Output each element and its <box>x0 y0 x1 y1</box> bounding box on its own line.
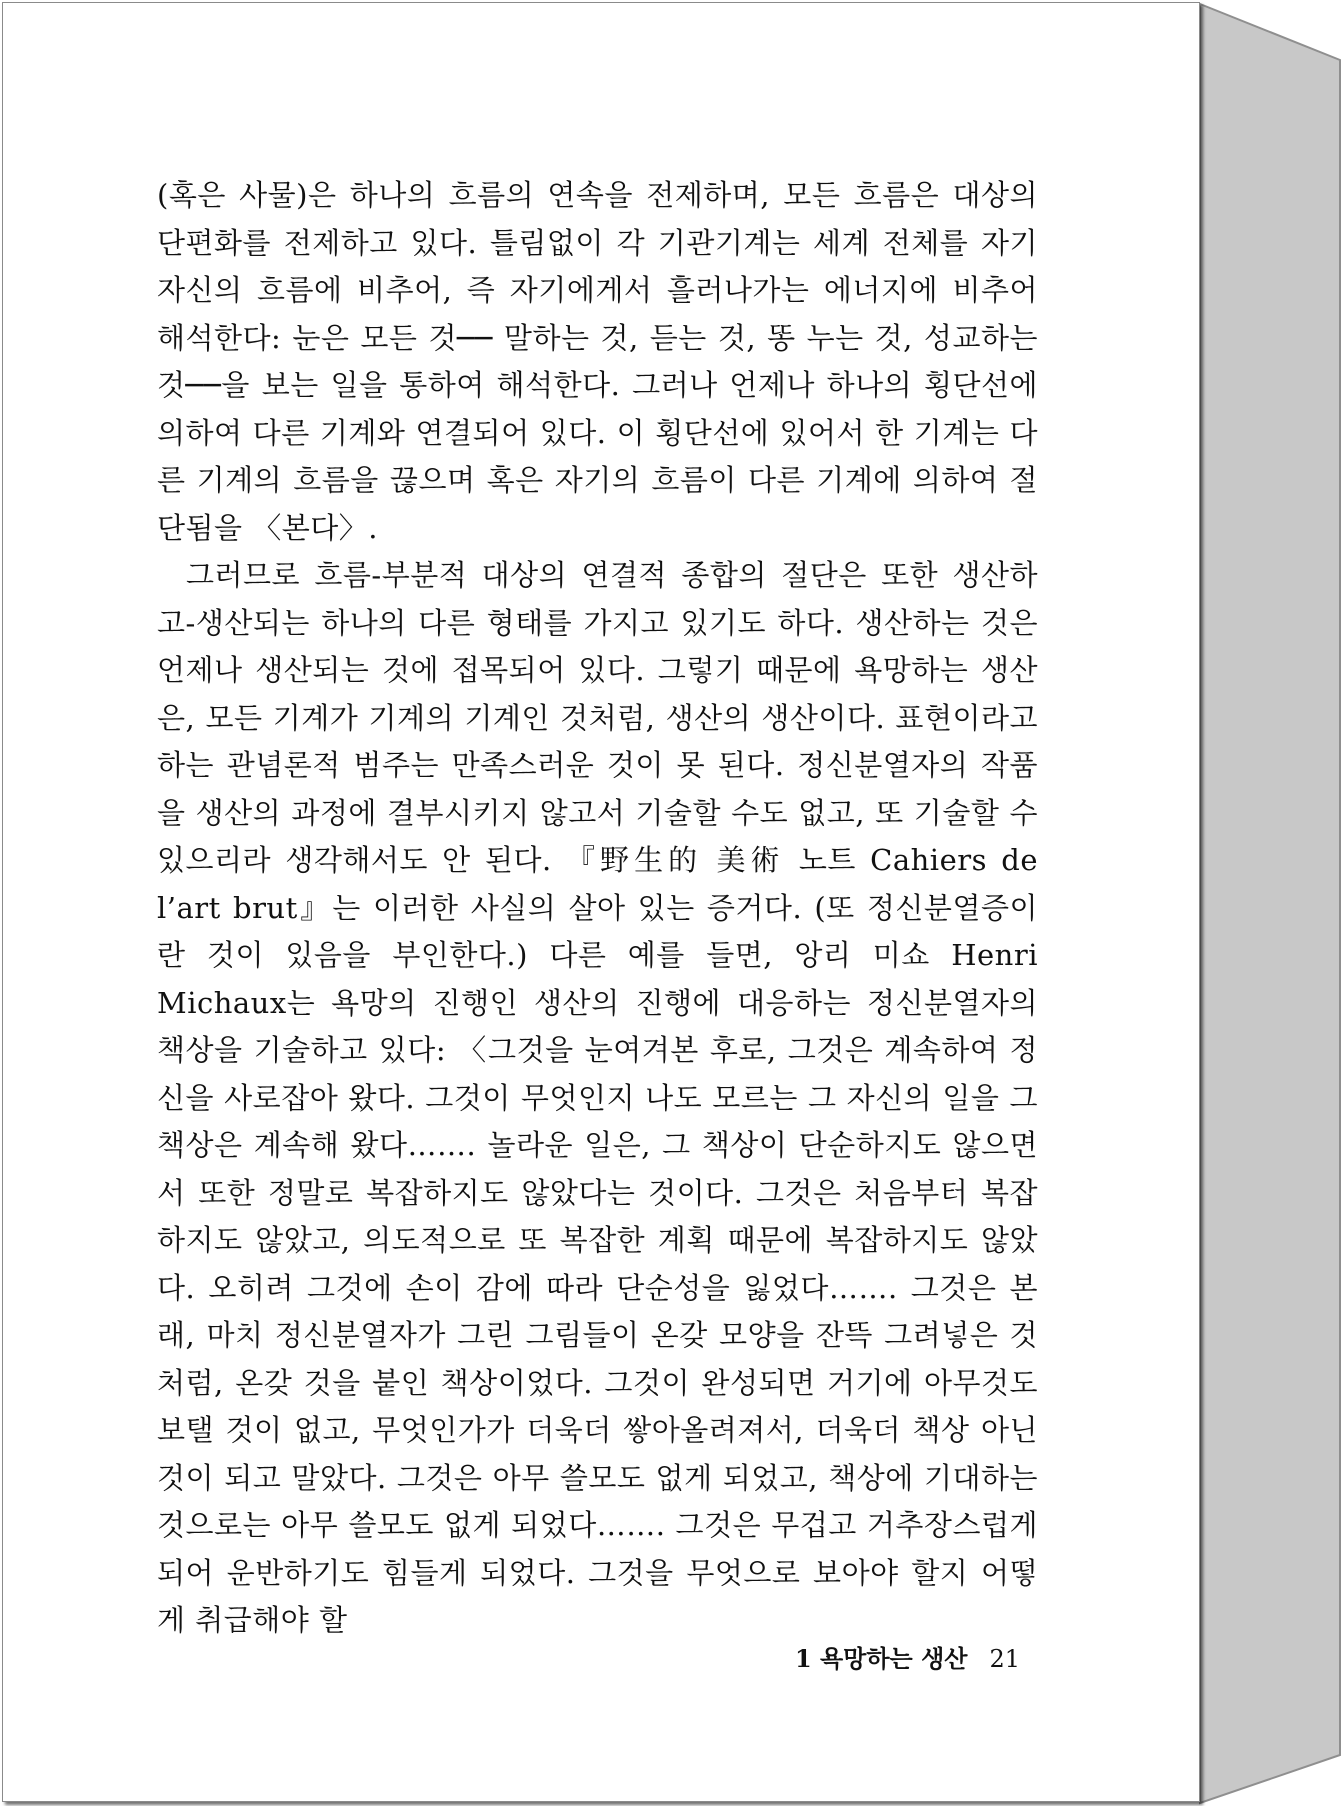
paragraph-2: 그러므로 흐름-부분적 대상의 연결적 종합의 절단은 또한 생산하고-생산되는 하나의 다른 형태를 가지고 있기도 하다. 생산하는 것은 언제나 생산되는 것에 접목되어 있다. 그렇기 때문에 욕망하는 생산은, 모든 기계가 기계의 기계인 것처럼, 생산의 생산이다. 표현이라고 하는 관념론적 범주는 만족스러운 것이 못 된다. 정신분열자의 작품을 생산의 과정에 결부시키지 않고서 기술할 수도 없고, 또 기술할 수 있으리라 생각해서도 안 된다. 『野生的 美術 노트 Cahiers de l’art brut』는 이러한 사실의 살아 있는 증거다. (또 정신분열증이란 것이 있음을 부인한다.) 다른 예를 들면, 앙리 미쇼 Henri Michaux는 욕망의 진행인 생산의 진행에 대응하는 정신분열자의 책상을 기술하고 있다: 〈그것을 눈여겨본 후로, 그것은 계속하여 정신을 사로잡아 왔다. 그것이 무엇인지 나도 모르는 그 자신의 일을 그 책상은 계속해 왔다……. 놀라운 일은, 그 책상이 단순하지도 않으면서 또한 정말로 복잡하지도 않았다는 것이다. 그것은 처음부터 복잡하지도 않았고, 의도적으로 또 복잡한 계획 때문에 복잡하지도 않았다. 오히려 그것에 손이 감에 따라 단순성을 잃었다……. 그것은 본래, 마치 정신분열자가 그린 그림들이 온갖 모양을 잔뜩 그려넣은 것처럼, 온갖 것을 붙인 책상이었다. 그것이 완성되면 거기에 아무것도 보탤 것이 없고, 무엇인가가 더욱더 쌓아올려져서, 더욱더 책상 아닌 것이 되고 말았다. 그것은 아무 쓸모도 없게 되었고, 책상에 기대하는 것으로는 아무 쓸모도 없게 되었다……. 그것은 무겁고 거추장스럽게 되어 운반하기도 힘들게 되었다. 그것을 무엇으로 보아야 할지 어떻게 취급해야 할 <box>157 558 1038 1637</box>
body-text <box>157 172 1038 1645</box>
page-number: 21 <box>989 1645 1020 1673</box>
page-footer <box>790 1639 1020 1674</box>
running-title: 1 욕망하는 생산 <box>794 1644 968 1673</box>
paragraph-1: (혹은 사물)은 하나의 흐름의 연속을 전제하며, 모든 흐름은 대상의 단편화를 전제하고 있다. 틀림없이 각 기관기계는 세계 전체를 자기 자신의 흐름에 비추어, 즉 자기에게서 흘러나가는 에너지에 비추어 해석한다: 눈은 모든 것── 말하는 것, 듣는 것, 똥 누는 것, 성교하는 것──을 보는 일을 통하여 해석한다. 그러나 언제나 하나의 횡단선에 의하여 다른 기계와 연결되어 있다. 이 횡단선에 있어서 한 기계는 다른 기계의 흐름을 끊으며 혹은 자기의 흐름이 다른 기계에 의하여 절단됨을 〈본다〉. <box>157 178 1038 545</box>
